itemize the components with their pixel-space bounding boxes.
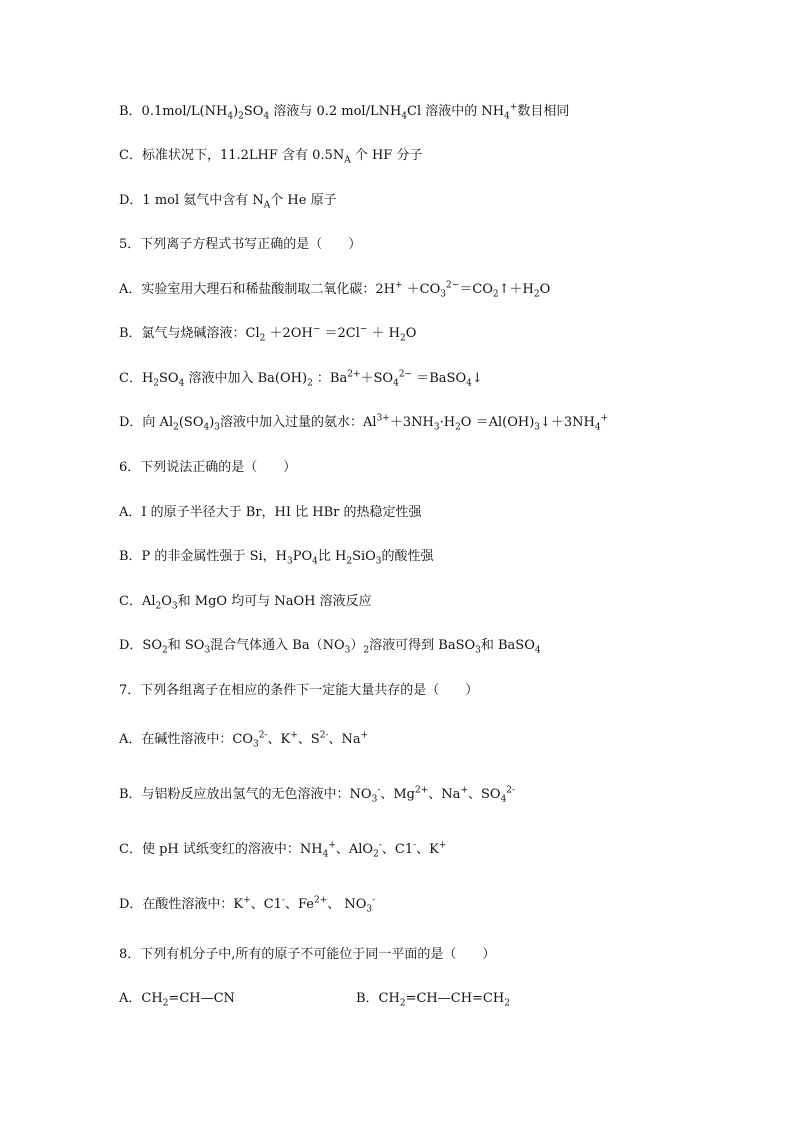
text-run: D．SO [119, 638, 162, 653]
text-run: 、Mg [380, 787, 416, 802]
text-run: 溶液与 0.2 mol/LNH [269, 104, 402, 119]
superscript: 2+ [313, 895, 328, 906]
subscript: 3 [214, 422, 221, 433]
text-run: ＋ H [367, 326, 401, 341]
text-run: 6．下列说法正确的是（ ） [119, 460, 297, 475]
text-run: 数目相同 [517, 104, 570, 119]
text-run: A．I 的原子半径大于 Br，HI 比 HBr 的热稳定性强 [119, 505, 422, 520]
question-7 [119, 682, 478, 700]
text-run: ·H [439, 415, 456, 430]
text-run: D．1 mol 氦气中含有 N [119, 193, 264, 208]
text-run: ) [233, 104, 239, 119]
superscript: + [395, 280, 403, 291]
superscript: + [328, 840, 336, 851]
text-run: ) [209, 415, 215, 430]
text-run: C．H [119, 371, 154, 386]
option-6c [119, 593, 372, 611]
text-run: ：Ba [312, 371, 348, 386]
text-run: 个 HF 分子 [350, 148, 423, 163]
text-run: 、Na [328, 732, 361, 747]
text-run: A．CH [119, 991, 163, 1006]
superscript: + [290, 730, 298, 741]
text-run: ） [350, 638, 364, 653]
subscript: 3 [440, 289, 447, 300]
text-run: 、S [297, 732, 320, 747]
text-run: O ＝Al(OH) [460, 415, 535, 430]
subscript: 2 [533, 289, 540, 300]
subscript: 3 [534, 422, 541, 433]
superscript: 2- [506, 785, 516, 796]
subscript: 2 [162, 645, 168, 656]
superscript: 3+ [376, 413, 390, 424]
text-run: 5．下列离子方程式书写正确的是（ ） [119, 237, 362, 252]
superscript: - [378, 840, 382, 851]
subscript: A [344, 155, 351, 166]
text-run: A．实验室用大理石和稀盐酸制取二氧化碳：2H [119, 282, 395, 297]
text-run: 7．下列各组离子在相应的条件下一定能大量共存的是（ ） [119, 683, 479, 698]
text-run: C．Al [119, 594, 156, 609]
subscript: 2 [346, 556, 353, 567]
subscript: 2 [238, 111, 244, 122]
text-run: 和 MgO 均可与 NaOH 溶液反应 [177, 594, 372, 609]
text-run: SiO [352, 549, 376, 564]
subscript: 4 [500, 794, 507, 805]
subscript: 2 [307, 378, 313, 389]
text-run: 比 H [317, 549, 347, 564]
text-run: ＝BaSO [412, 371, 467, 386]
option-7d [119, 896, 375, 914]
subscript: 4 [203, 422, 210, 433]
option-8a [119, 990, 235, 1008]
text-run: D．向 Al [119, 415, 174, 430]
text-run: 、 NO [327, 897, 367, 912]
subscript: 4 [401, 111, 408, 122]
subscript: 3 [253, 739, 259, 750]
option-4d [119, 192, 337, 210]
superscript: - [413, 840, 417, 851]
option-6a [119, 504, 422, 522]
text-run: 、Fe [284, 897, 314, 912]
text-run: SO [243, 104, 264, 119]
text-run: ↓ [471, 371, 483, 386]
text-run: 溶液中加入 Ba(OH) [184, 371, 308, 386]
superscript: 2- [258, 730, 268, 741]
superscript: + [600, 413, 609, 424]
text-run: 、SO [467, 787, 501, 802]
subscript: 2 [492, 289, 499, 300]
subscript: 2 [455, 422, 461, 433]
option-7c [119, 841, 446, 859]
text-run: =CH—CH=CH [405, 991, 505, 1006]
subscript: 4 [312, 556, 318, 567]
text-run: ＋CO [402, 282, 441, 297]
option-6d [119, 637, 541, 655]
subscript: 2 [173, 422, 179, 433]
text-run: C．标准状况下，11.2LHF 含有 0.5N [119, 148, 345, 163]
superscript: + [460, 785, 468, 796]
option-4c [119, 147, 422, 165]
superscript: + [438, 840, 447, 851]
subscript: 3 [204, 645, 211, 656]
text-run: 的酸性强 [381, 549, 434, 564]
option-7b [119, 786, 515, 804]
subscript: 4 [393, 378, 399, 389]
superscript: 2+ [415, 785, 429, 796]
subscript: 2 [155, 601, 162, 612]
subscript: 2 [259, 333, 266, 344]
text-run: 、K [416, 842, 439, 857]
text-run: PO [292, 549, 313, 564]
text-run: B．CH [356, 991, 400, 1006]
subscript: 2 [399, 998, 406, 1009]
text-run: ＝2Cl [320, 326, 360, 341]
text-run: A．在碱性溶液中：CO [119, 732, 253, 747]
text-run: 8．下列有机分子中,所有的原子不可能位于同一平面的是（ ） [119, 947, 496, 962]
subscript: 4 [594, 422, 601, 433]
text-run: O [405, 326, 417, 341]
subscript: A [263, 200, 271, 211]
text-run: 、K [267, 732, 291, 747]
text-run: 溶液可得到 BaSO [369, 638, 476, 653]
text-run: B．与铝粉反应放出氢气的无色溶液中：NO [119, 787, 372, 802]
subscript: 3 [366, 904, 373, 915]
subscript: 3 [171, 601, 178, 612]
subscript: 2 [162, 998, 169, 1009]
text-run: C．使 pH 试纸变红的溶液中：NH [119, 842, 323, 857]
text-run: B．P 的非金属性强于 Si，H [119, 549, 287, 564]
superscript: 2− [446, 280, 460, 291]
option-7a [119, 731, 368, 749]
subscript: 3 [375, 556, 382, 567]
question-5 [119, 236, 361, 254]
text-run: 、C1 [250, 897, 282, 912]
superscript: 2+ [347, 369, 361, 380]
text-run: 、Na [428, 787, 461, 802]
superscript: − [359, 324, 368, 335]
subscript: 4 [178, 378, 185, 389]
subscript: 2 [400, 333, 406, 344]
text-run: D．在酸性溶液中：K [119, 897, 244, 912]
question-6 [119, 459, 296, 477]
text-run: B．氯气与烧碱溶液：Cl [119, 326, 260, 341]
subscript: 2 [504, 998, 510, 1009]
subscript: 4 [322, 849, 329, 860]
superscript: + [360, 730, 369, 741]
text-run: B．0.1mol/L(NH [119, 104, 228, 119]
text-run: ＝CO [459, 282, 493, 297]
option-8b [356, 990, 510, 1008]
text-run: (SO [178, 415, 204, 430]
superscript: 2- [319, 730, 329, 741]
option-5d [119, 414, 608, 432]
text-run: SO [159, 371, 179, 386]
subscript: 4 [534, 645, 541, 656]
subscript: 4 [466, 378, 472, 389]
subscript: 4 [263, 111, 270, 122]
text-run: 和 BaSO [480, 638, 535, 653]
option-5b [119, 325, 416, 343]
subscript: 3 [433, 422, 440, 433]
text-run: O [539, 282, 551, 297]
subscript: 2 [373, 849, 379, 860]
superscript: + [243, 895, 251, 906]
text-run: 溶液中加入过量的氨水：Al [220, 415, 377, 430]
option-6b [119, 548, 434, 566]
text-run: ↓＋3NH [540, 415, 595, 430]
option-5c [119, 370, 483, 388]
subscript: 3 [475, 645, 481, 656]
subscript: 2 [153, 378, 160, 389]
text-run: ＋2OH [265, 326, 313, 341]
text-run: =CH—CN [168, 991, 235, 1006]
option-5a [119, 281, 550, 299]
text-run: 、C1 [381, 842, 414, 857]
text-run: 、AlO [335, 842, 374, 857]
text-run: ↑＋H [498, 282, 534, 297]
subscript: 3 [371, 794, 378, 805]
subscript: 3 [286, 556, 293, 567]
text-run: 混合气体通入 Ba（NO [210, 638, 345, 653]
text-run: ＋3NH [389, 415, 434, 430]
superscript: - [377, 785, 381, 796]
text-run: Cl 溶液中的 NH [407, 104, 505, 119]
superscript: - [281, 895, 285, 906]
text-run: O [161, 594, 172, 609]
subscript: 3 [344, 645, 351, 656]
text-run: 和 SO [167, 638, 205, 653]
subscript: 2 [363, 645, 370, 656]
text-run: 个 He 原子 [270, 193, 337, 208]
text-run: ＋SO [360, 371, 394, 386]
superscript: - [372, 895, 376, 906]
superscript: 2− [398, 369, 413, 380]
superscript: + [509, 102, 518, 113]
subscript: 4 [504, 111, 510, 122]
superscript: − [312, 324, 321, 335]
option-4b [119, 103, 569, 121]
subscript: 4 [227, 111, 234, 122]
question-8 [119, 946, 495, 964]
